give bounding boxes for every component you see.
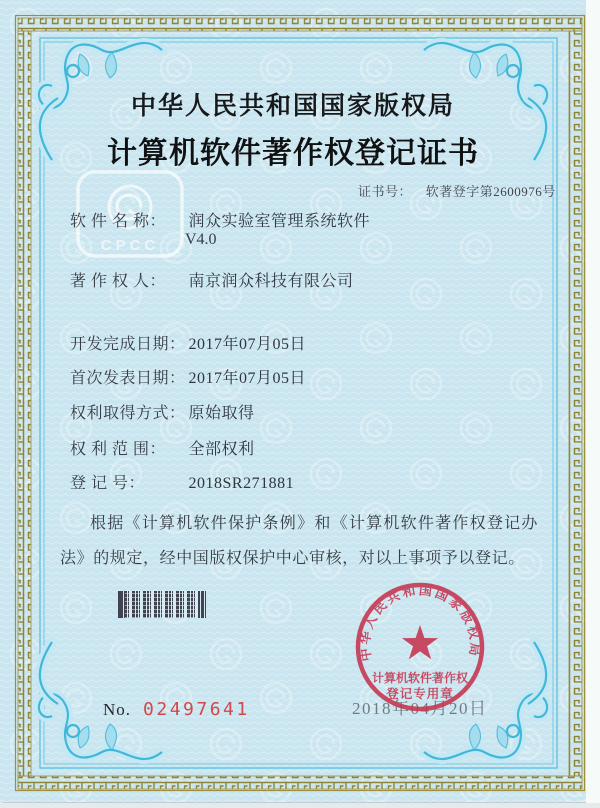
field-value: 2017年07月05日 xyxy=(188,336,307,353)
star-icon xyxy=(402,625,438,659)
seal-line2: 登记专用章 xyxy=(386,687,454,701)
field-copyright-owner xyxy=(70,268,354,291)
field-label: 权 利 范 围： xyxy=(70,441,167,458)
field-value: 2017年07月05日 xyxy=(188,370,307,387)
certificate-number-label: 证书号： xyxy=(358,184,413,199)
serial-label: No. xyxy=(103,700,132,719)
field-value: 润众实验室管理系统软件 xyxy=(188,213,371,230)
authority-title: 中华人民共和国国家版权局 xyxy=(130,93,455,120)
serial-number-line xyxy=(103,699,250,720)
issue-date: 2018年04月20日 xyxy=(352,699,488,718)
field-value: 2018SR271881 xyxy=(188,475,295,492)
seal-ring-text: 中华人民共和国国家版权局 xyxy=(357,582,483,663)
barcode xyxy=(118,591,206,618)
field-label: 权利取得方式： xyxy=(70,405,186,422)
official-seal xyxy=(344,571,496,723)
field-label: 著 作 权 人： xyxy=(70,273,167,290)
field-first-publish-date xyxy=(70,365,306,388)
certificate-title: 计算机软件著作权登记证书 xyxy=(107,137,479,170)
registration-statement: 根据《计算机软件保护条例》和《计算机软件著作权登记办法》的规定，经中国版权保护中心审核，对以上事项予以登记。 xyxy=(60,515,538,567)
seal-line1: 计算机软件著作权 xyxy=(371,671,469,685)
certificate-number-value: 软著登字第2600976号 xyxy=(425,184,556,199)
field-value: 南京润众科技有限公司 xyxy=(188,273,354,290)
barcode-body xyxy=(125,591,198,618)
serial-number: 02497641 xyxy=(143,699,250,720)
field-dev-complete-date xyxy=(70,331,306,354)
photo-edge-bottom xyxy=(0,803,600,808)
barcode-start-bar xyxy=(118,591,125,618)
certificate-number-line xyxy=(358,181,556,200)
field-label: 开发完成日期： xyxy=(70,336,186,353)
field-label: 登 记 号： xyxy=(70,475,146,492)
field-value: 全部权利 xyxy=(188,441,255,458)
photo-edge-right xyxy=(586,0,600,808)
software-version: V4.0 xyxy=(185,231,217,248)
field-label: 首次发表日期： xyxy=(70,370,186,387)
field-label: 软 件 名 称： xyxy=(70,213,167,230)
field-rights-scope xyxy=(70,436,255,459)
field-registration-number xyxy=(70,470,294,493)
cpcc-watermark-text: CPCC xyxy=(100,237,160,254)
field-software-name xyxy=(70,208,370,231)
field-acquisition-method xyxy=(70,400,255,423)
barcode-stop-bar xyxy=(198,591,206,618)
field-value: 原始取得 xyxy=(188,405,255,422)
